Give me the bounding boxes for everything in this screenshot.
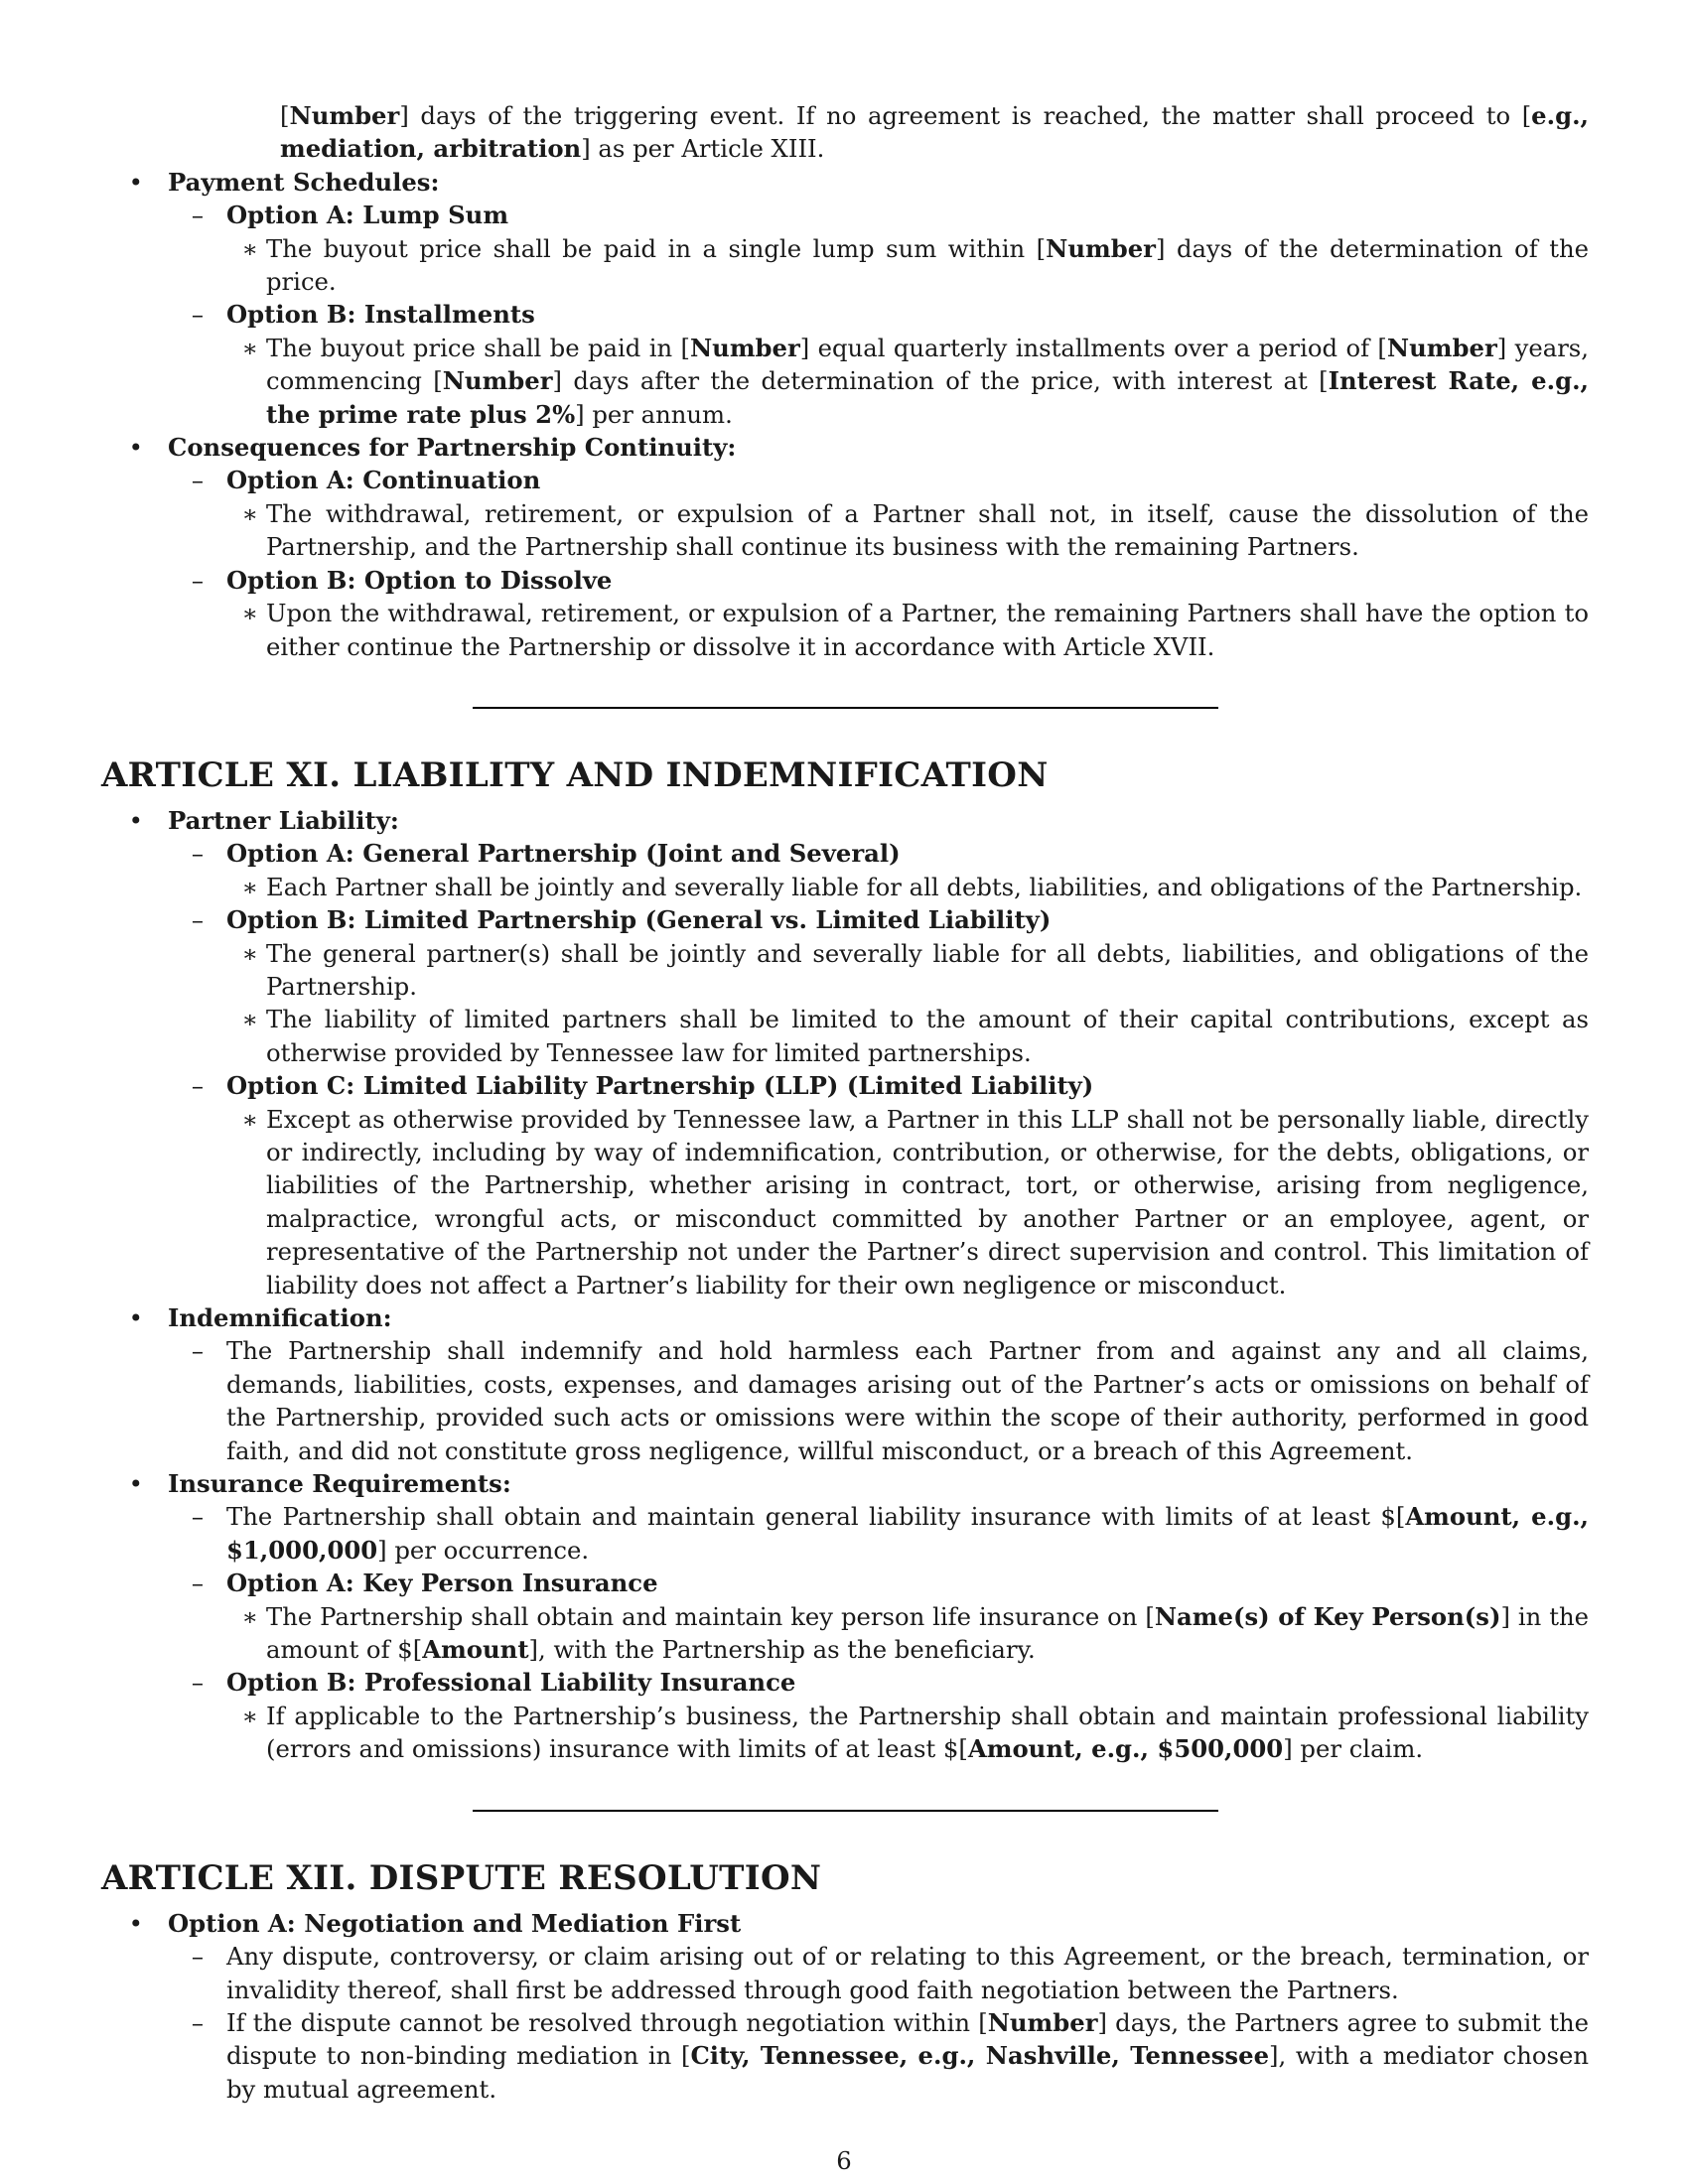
list-item	[101, 497, 1589, 564]
dash-icon: –	[191, 2007, 204, 2037]
bullet-icon: •	[128, 1303, 143, 1332]
list-item	[101, 804, 1589, 837]
list-item	[101, 1907, 1589, 1940]
asterisk-icon: ∗	[241, 498, 258, 528]
list-item	[101, 1467, 1589, 1500]
asterisk-icon: ∗	[241, 1104, 258, 1134]
dash-icon: –	[191, 1071, 204, 1101]
list-text: The Partnership shall obtain and maintain general liability insurance with limits of at least $[Amount, e.g., $1,000,000] per occurrence.	[226, 1502, 1589, 1565]
list-item	[101, 1666, 1589, 1699]
list-item	[101, 564, 1589, 597]
list-item	[101, 232, 1589, 299]
dash-icon: –	[191, 300, 204, 330]
option-heading: Option B: Installments	[226, 300, 535, 330]
partner-liability-heading: Partner Liability:	[168, 805, 399, 835]
payment-schedules-heading: Payment Schedules:	[168, 167, 440, 197]
list-item	[101, 1600, 1589, 1667]
page-number: 6	[836, 2146, 852, 2175]
list-item	[101, 332, 1589, 431]
option-heading: Option B: Option to Dissolve	[226, 565, 613, 595]
list-item	[101, 1334, 1589, 1467]
bullet-icon: •	[128, 805, 143, 835]
list-text: The buyout price shall be paid in [Number] equal quarterly installments over a period of [Number] years, commencing [Number] days after the determination of the price, with interest at [Interest Rate, e.g., the prime rate plus 2%] per annum.	[266, 333, 1589, 429]
list-item	[101, 431, 1589, 464]
list-item	[101, 1069, 1589, 1102]
list-item	[101, 1500, 1589, 1567]
dash-icon: –	[191, 565, 204, 595]
list-item	[101, 903, 1589, 936]
list-item	[101, 464, 1589, 496]
insurance-heading: Insurance Requirements:	[168, 1469, 511, 1499]
dash-icon: –	[191, 839, 204, 869]
list-text: Each Partner shall be jointly and severally liable for all debts, liabilities, and obligations of the Partnership.	[266, 872, 1583, 901]
option-heading: Option C: Limited Liability Partnership (LLP) (Limited Liability)	[226, 1071, 1094, 1101]
list-item	[101, 871, 1589, 903]
bullet-icon: •	[128, 167, 143, 197]
indemnification-heading: Indemnification:	[168, 1303, 392, 1332]
list-text: The Partnership shall obtain and maintain key person life insurance on [Name(s) of Key Person(s)] in the amount of $[Amount], with the Partnership as the beneficiary.	[266, 1601, 1589, 1665]
option-heading: Option A: Negotiation and Mediation First	[168, 1908, 742, 1938]
list-text: The withdrawal, retirement, or expulsion of a Partner shall not, in itself, cause the dissolution of the Partnership, and the Partnership shall continue its business with the remaining Partners.	[266, 498, 1589, 562]
list-text: Except as otherwise provided by Tennessee law, a Partner in this LLP shall not be personally liable, directly or indirectly, including by way of indemnification, contribution, or otherwise, for the debts, obligations, or liabilities of the Partnership, whether arising in contract, tort, or otherwise, arising from negligence, malpractice, wrongful acts, or misconduct committed by another Partner or an employee, agent, or representative of the Partnership not under the Partner’s direct supervision and control. This limitation of liability does not affect a Partner’s liability for their own negligence or misconduct.	[266, 1104, 1589, 1299]
list-text: Any dispute, controversy, or claim arising out of or relating to this Agreement, or the breach, termination, or invalidity thereof, shall first be addressed through good faith negotiation between the Partners.	[226, 1942, 1589, 2004]
dash-icon: –	[191, 1502, 204, 1532]
section-divider	[473, 707, 1218, 709]
dash-icon: –	[191, 1336, 204, 1366]
asterisk-icon: ∗	[241, 333, 258, 362]
dash-icon: –	[191, 905, 204, 935]
list-item	[101, 1003, 1589, 1069]
document-page	[101, 99, 1589, 2106]
bullet-icon: •	[128, 433, 143, 463]
list-text: The general partner(s) shall be jointly and severally liable for all debts, liabilities, and obligations of the Partnership.	[266, 938, 1589, 1001]
list-item	[101, 937, 1589, 1004]
option-heading: Option A: Lump Sum	[226, 201, 509, 230]
option-heading: Option B: Professional Liability Insurance	[226, 1668, 796, 1698]
list-item	[101, 1700, 1589, 1766]
list-item	[101, 837, 1589, 870]
list-item	[101, 2006, 1589, 2106]
dash-icon: –	[191, 1569, 204, 1598]
asterisk-icon: ∗	[241, 938, 258, 968]
dash-icon: –	[191, 466, 204, 495]
list-item	[101, 298, 1589, 331]
carryover-paragraph: [Number] days of the triggering event. If no agreement is reached, the matter shall proceed to [e.g., mediation, arbitration] as per Article XIII.	[280, 101, 1589, 164]
asterisk-icon: ∗	[241, 1701, 258, 1730]
article-11-title: ARTICLE XI. LIABILITY AND INDEMNIFICATION	[101, 754, 1049, 795]
list-item	[101, 1940, 1589, 2006]
list-item	[101, 597, 1589, 663]
bullet-icon: •	[128, 1469, 143, 1499]
dash-icon: –	[191, 201, 204, 230]
dash-icon: –	[191, 1942, 204, 1972]
list-text: If applicable to the Partnership’s business, the Partnership shall obtain and maintain professional liability (errors and omissions) insurance with limits of at least $[Amount, e.g., $500,000] per claim.	[266, 1701, 1589, 1764]
list-item	[101, 1567, 1589, 1599]
list-item	[101, 166, 1589, 199]
continuity-heading: Consequences for Partnership Continuity:	[168, 433, 737, 463]
article-12-title: ARTICLE XII. DISPUTE RESOLUTION	[101, 1857, 822, 1898]
list-text: The liability of limited partners shall be limited to the amount of their capital contributions, except as otherwise provided by Tennessee law for limited partnerships.	[266, 1005, 1589, 1067]
asterisk-icon: ∗	[241, 872, 258, 901]
option-heading: Option A: Continuation	[226, 466, 541, 495]
section-divider	[473, 1810, 1218, 1812]
list-item	[101, 1301, 1589, 1334]
list-item	[101, 1103, 1589, 1301]
list-text: If the dispute cannot be resolved through negotiation within [Number] days, the Partners agree to submit the dispute to non-binding mediation in [City, Tennessee, e.g., Nashville, Tennessee], with a mediator chosen by mutual agreement.	[226, 2007, 1590, 2104]
option-heading: Option B: Limited Partnership (General vs. Limited Liability)	[226, 905, 1052, 935]
list-text: Upon the withdrawal, retirement, or expulsion of a Partner, the remaining Partners shall have the option to either continue the Partnership or dissolve it in accordance with Article XVII.	[266, 599, 1589, 661]
option-heading: Option A: General Partnership (Joint and Several)	[226, 839, 901, 869]
bullet-icon: •	[128, 1908, 143, 1938]
list-text: The buyout price shall be paid in a single lump sum within [Number] days of the determination of the price.	[266, 233, 1589, 297]
list-item	[101, 199, 1589, 231]
asterisk-icon: ∗	[241, 233, 258, 263]
asterisk-icon: ∗	[241, 1005, 258, 1034]
asterisk-icon: ∗	[241, 1601, 258, 1631]
option-heading: Option A: Key Person Insurance	[226, 1569, 658, 1598]
dash-icon: –	[191, 1668, 204, 1698]
list-text: The Partnership shall indemnify and hold harmless each Partner from and against any and all claims, demands, liabilities, costs, expenses, and damages arising out of the Partner’s acts or omissions on behalf of the Partnership, provided such acts or omissions were within the scope of their authority, performed in good faith, and did not constitute gross negligence, willful misconduct, or a breach of this Agreement.	[226, 1336, 1589, 1465]
asterisk-icon: ∗	[241, 599, 258, 628]
